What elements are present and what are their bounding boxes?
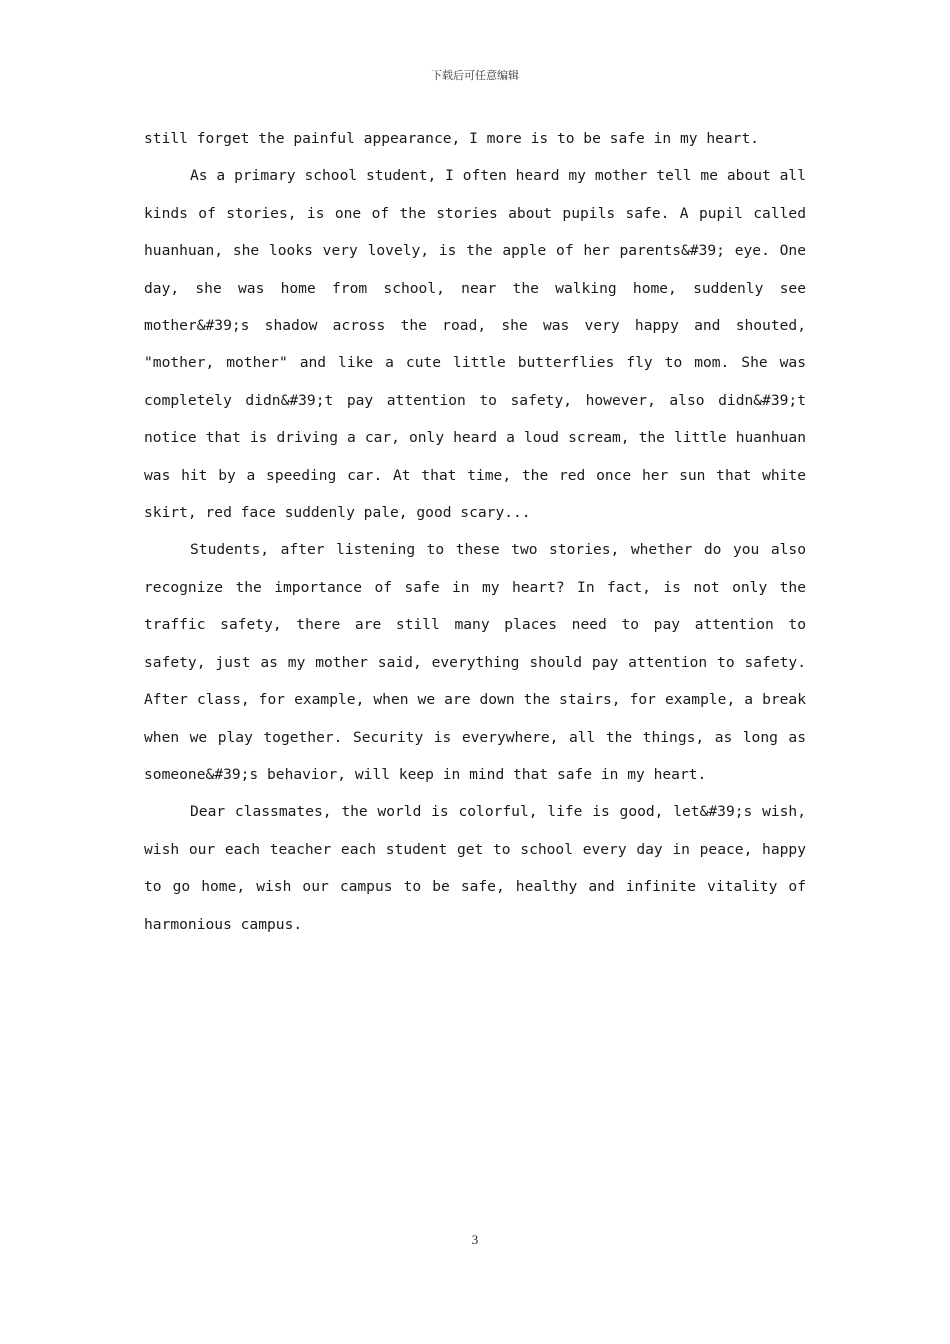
paragraph-safety-everywhere: Students, after listening to these two stories, whether do you also recognize the importance of safe in my heart? In fact, is not only the traffic safety, there are still many places need to pay attention to safety, just as my mother said, everything should pay attention to safety. After class, for example, when we are down the stairs, for example, a break when we play together. Security is everywhere, all the things, as long as someone&#39;s behavior, will keep in mind that safe in my heart. (144, 541, 806, 783)
page-header: 下载后可任意编辑 (431, 69, 519, 82)
paragraph-huanhuan-story: As a primary school student, I often heard my mother tell me about all kinds of stories, is one of the stories about pupils safe. A pupil called huanhuan, she looks very lovely, is the apple of her parents&#39; eye. One day, she was home from school, near the walking home, suddenly see mother&#39;s shadow across the road, she was very happy and shouted, "mother, mother" and like a cute little butterflies fly to mom. She was completely didn&#39;t pay attention to safety, however, also didn&#39;t notice that is driving a car, only heard a loud scream, the little huanhuan was hit by a speeding car. At that time, the red once her sun that white skirt, red face suddenly pale, good scary... (144, 167, 806, 522)
paragraph-closing-wish: Dear classmates, the world is colorful, life is good, let&#39;s wish, wish our each teacher each student get to school every day in peace, happy to go home, wish our campus to be safe, healthy and infinite vitality of harmonious campus. (144, 803, 806, 933)
paragraph-continuation: still forget the painful appearance, I more is to be safe in my heart. (144, 130, 760, 147)
page-number: 3 (471, 1232, 479, 1247)
document-body (144, 120, 806, 943)
